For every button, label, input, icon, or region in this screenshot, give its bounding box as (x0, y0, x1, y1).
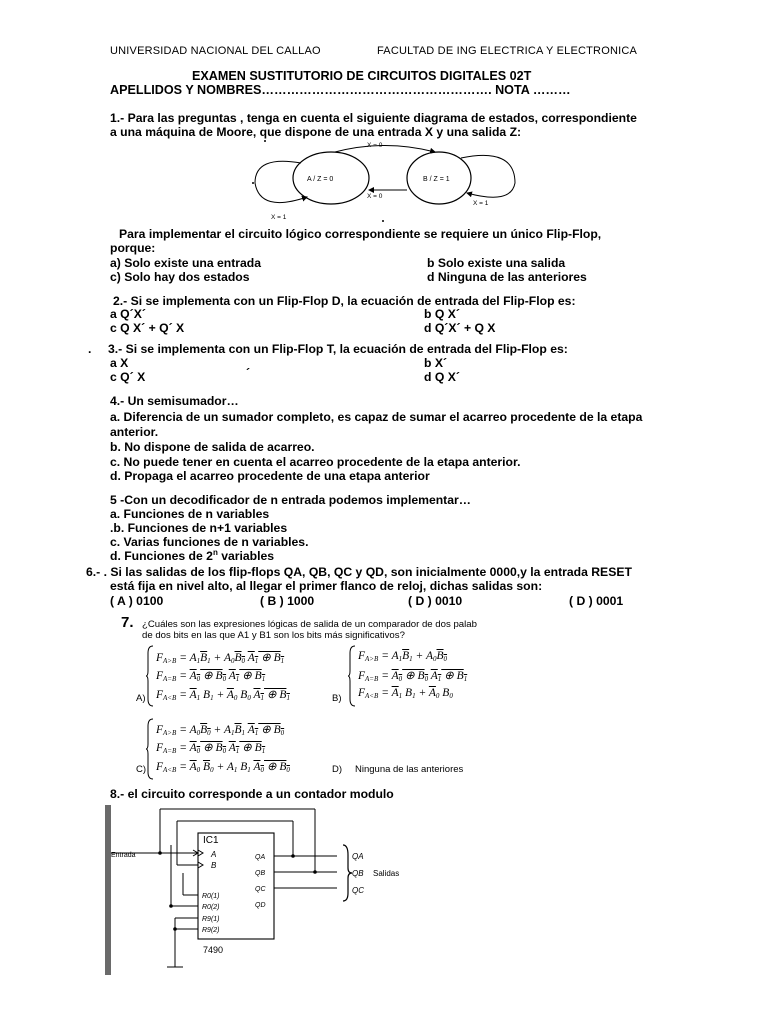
counter-circuit (105, 805, 425, 975)
faculty-name: FACULTAD DE ING ELECTRICA Y ELECTRONICA (377, 45, 638, 57)
ic1-label: IC1 (203, 835, 219, 846)
q3-text: 3.- Si se implementa con un Flip-Flop T, la ecuación de entrada del Flip-Flop es: (108, 342, 568, 356)
q5-text: 5 -Con un decodificador de n entrada podemos implementar… (110, 493, 471, 507)
q1-line1: 1.- Para las preguntas , tenga en cuenta el siguiente diagrama de estados, correspondiente (110, 111, 637, 125)
q5-option-a: a. Funciones de n variables (110, 507, 270, 521)
q7-line2: de dos bits en las que A1 y B1 son los bits más significativos? (142, 630, 405, 641)
q2-option-c: c Q X´ + Q´ X (110, 321, 185, 335)
svg-text:QC: QC (352, 886, 364, 895)
names-line: APELLIDOS Y NOMBRES………………………………………………. NOTA ……… (110, 83, 571, 97)
q7-label-b: B) (332, 693, 342, 704)
q1-para1: Para implementar el circuito lógico correspondiente se requiere un único Flip-Flop, (119, 227, 602, 241)
q1-option-c: c) Solo hay dos estados (110, 270, 250, 284)
q1-para2: porque: (110, 241, 156, 255)
q8-text: 8.- el circuito corresponde a un contador modulo (110, 787, 394, 801)
q6-line1: 6.- . Si las salidas de los flip-flops QA, QB, QC y QD, son inicialmente 0000,y la entrada RESET (86, 565, 632, 579)
q2-text: 2.- Si se implementa con un Flip-Flop D, la ecuación de entrada del Flip-Flop es: (113, 294, 576, 308)
loop-b-label: X = 1 (473, 200, 489, 207)
ic-chip-number: 7490 (203, 945, 224, 955)
q4-option-a-line2: anterior. (110, 425, 159, 439)
svg-text:QA: QA (255, 854, 266, 861)
entrada-label: Entrada (111, 852, 136, 859)
exam-title: EXAMEN SUSTITUTORIO DE CIRCUITOS DIGITALES 02T (192, 69, 532, 83)
q3-option-c: c Q´ X (110, 370, 146, 384)
q7-a-eq1: $F_{A>B} = A_1\overline{B}_1 + A_0B_0$ $A_1$ ⊕ $B_1$ (156, 652, 285, 665)
loop-a-label: X = 1 (271, 214, 287, 221)
q1-option-a: a) Solo existe una entrada (110, 256, 262, 270)
q5-option-b: .b. Funciones de n+1 variables (110, 521, 288, 535)
q5-option-d: d. Funciones de 2$^n$ variables (110, 548, 275, 564)
q3-stray-tick: ´ (246, 366, 251, 380)
q2-option-b: b Q X´ (424, 307, 460, 321)
q7-b-eq3: $F_{A<B} = \overline{A}_1$ $B_1 + \overline{A}_0$ $B_0$ (358, 687, 453, 700)
state-a-label: A / Z = 0 (307, 176, 334, 183)
q6-option-d2: ( D ) 0001 (569, 594, 624, 608)
q7-b-eq2: $F_{A=B} = A_0$ ⊕ $B_0$ $A_1$ ⊕ $B_1$ (358, 670, 468, 683)
q7-line1: ¿Cuáles son las expresiones lógicas de salida de un comparador de dos palab (142, 619, 477, 630)
q5-option-c: c. Varias funciones de n variables. (110, 535, 309, 549)
q6-line2: está fija en nivel alto, al llegar el primer flanco de reloj, dichas salidas son: (110, 579, 543, 593)
q7-option-d: Ninguna de las anteriores (355, 764, 464, 775)
q7-a-eq3: $F_{A<B} = \overline{A}_1$ $B_1 + \overline{A}_0$ $B_0$ $A_1$ ⊕ $B_1$ (156, 689, 290, 702)
q3-option-b: b X´ (424, 356, 448, 370)
svg-text:QB: QB (255, 870, 266, 877)
q6-option-a: ( A ) 0100 (110, 594, 164, 608)
q7-a-eq2: $F_{A=B} = A_0$ ⊕ $B_0$ $A_1$ ⊕ $B_1$ (156, 670, 266, 683)
q4-option-b: b. No dispone de salida de acarreo. (110, 440, 315, 454)
q3-bullet: . (88, 342, 92, 356)
q4-option-d: d. Propaga el acarreo procedente de una etapa anterior (110, 469, 430, 483)
q6-option-d1: ( D ) 0010 (408, 594, 463, 608)
q1-option-d: d Ninguna de las anteriores (427, 270, 587, 284)
q3-option-d: d Q X´ (424, 370, 460, 384)
svg-text:QC: QC (255, 886, 266, 893)
q2-option-a: a Q´X´ (110, 307, 146, 321)
q4-option-c: c. No puede tener en cuenta el acarreo procedente de la etapa anterior. (110, 455, 521, 469)
q6-option-b: ( B ) 1000 (260, 594, 315, 608)
q4-option-a-line1: a. Diferencia de un sumador completo, es capaz de sumar el acarreo procedente de la etapa (110, 410, 643, 424)
svg-text:QB: QB (352, 869, 364, 878)
q7-b-eq1: $F_{A>B} = A_1\overline{B}_1 + A_0B_0$ (358, 650, 448, 663)
q1-option-b: b Solo existe una salida (427, 256, 566, 270)
svg-text:R9(1): R9(1) (202, 916, 220, 923)
svg-text:A: A (211, 850, 217, 859)
q7-label-a: A) (136, 693, 146, 704)
q2-option-d: d Q´X´ + Q X (424, 321, 496, 335)
state-diagram (235, 135, 525, 227)
arrow-top-label: X = 0 (367, 142, 383, 149)
svg-text:R0(2): R0(2) (202, 904, 220, 911)
q7-c-eq1: $F_{A>B} = A_0B_0 + A_1\overline{B}_1$ $A_1$ ⊕ $B_0$ (156, 724, 285, 737)
svg-text:B: B (211, 861, 217, 870)
university-name: UNIVERSIDAD NACIONAL DEL CALLAO (110, 45, 321, 57)
q7-c-eq3: $F_{A<B} = \overline{A}_0$ $\overline{B}_0 + A_1$ $B_1$ $A_0$ ⊕ $B_0$ (156, 761, 290, 774)
q3-option-a: a X (110, 356, 129, 370)
arrow-mid-label: X = 0 (367, 193, 383, 200)
state-b-label: B / Z = 1 (423, 176, 450, 183)
q7-c-eq2: $F_{A=B} = A_0$ ⊕ $B_0$ $A_1$ ⊕ $B_1$ (156, 742, 266, 755)
svg-text:R9(2): R9(2) (202, 927, 220, 934)
svg-text:QA: QA (352, 852, 364, 861)
svg-text:QD: QD (255, 902, 266, 909)
q7-number: 7. (121, 614, 134, 631)
q4-text: 4.- Un semisumador… (110, 394, 239, 408)
q7-label-d: D) (332, 764, 343, 775)
q1-line2: a una máquina de Moore, que dispone de una entrada X y una salida Z: (110, 125, 522, 139)
q7-label-c: C) (136, 764, 147, 775)
salidas-label: Salidas (373, 869, 400, 878)
svg-text:R0(1): R0(1) (202, 893, 220, 900)
